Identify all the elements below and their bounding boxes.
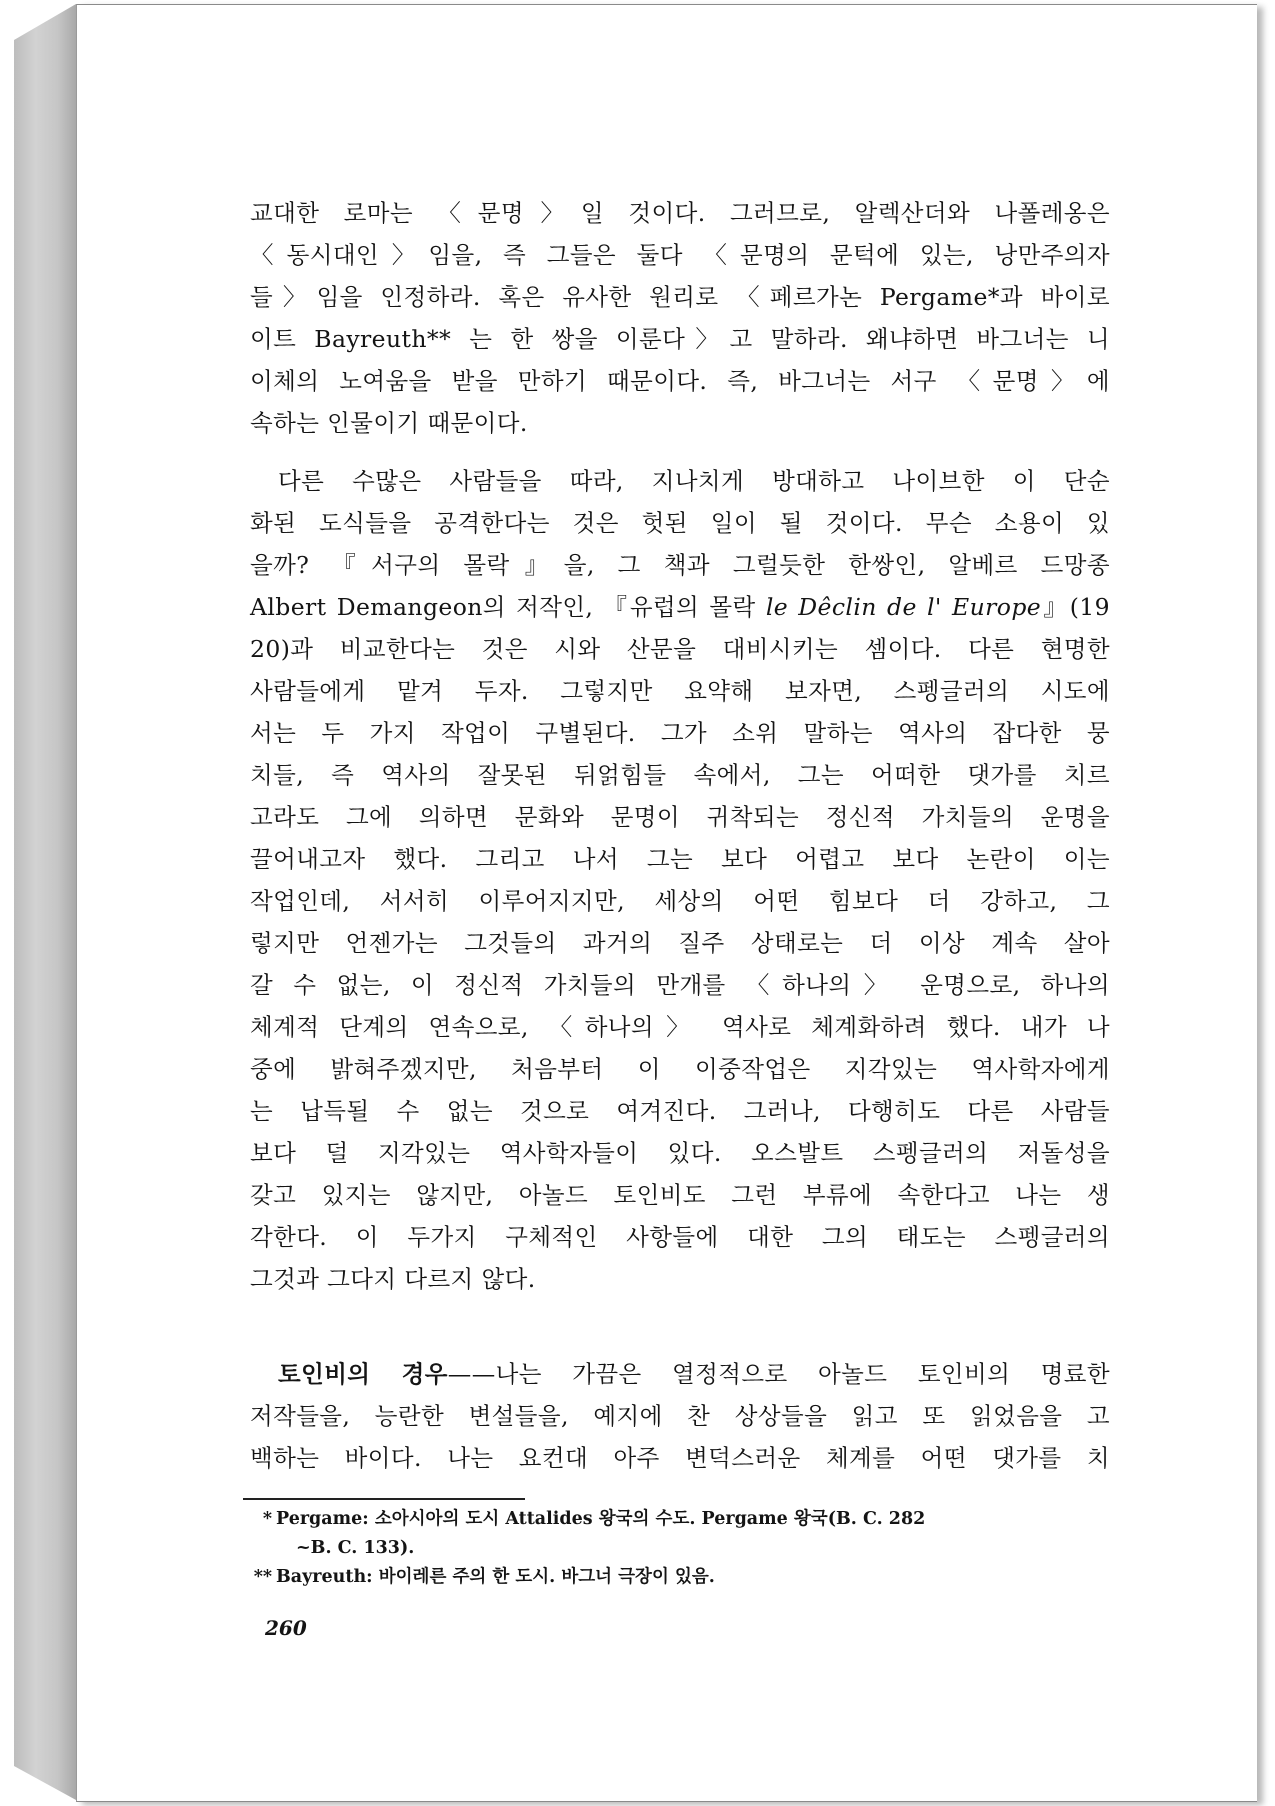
section-first-line — [250, 1353, 1110, 1395]
text-line: 을까? 『서구의 몰락』을, 그 책과 그럴듯한 한쌍인, 알베르 드망종 — [250, 551, 1110, 579]
text-line: 20)과 비교한다는 것은 시와 산문을 대비시키는 셈이다. 다른 현명한 — [250, 635, 1110, 663]
italic-book-title: le Dêclin de l' Europe — [765, 593, 1042, 621]
footnote-marker: * — [262, 1509, 272, 1529]
paragraph-1 — [250, 192, 1110, 444]
text-line: 중에 밝혀주겠지만, 처음부터 이 이중작업은 지각있는 역사학자에게 — [250, 1055, 1110, 1083]
footnote-text: Bayreuth: 바이레른 주의 한 도시. 바그너 극장이 있음. — [276, 1567, 715, 1587]
text-segment: 나는 가끔은 열정적으로 아놀드 토인비의 명료한 — [495, 1360, 1110, 1388]
footnote-1-continuation: ~B. C. 133). — [296, 1538, 415, 1558]
text-line: 체계적 단계의 연속으로, 〈하나의〉 역사로 체계화하려 했다. 내가 나 — [250, 1013, 1110, 1041]
page-number: 260 — [265, 1616, 307, 1640]
text-line: 속하는 인물이기 때문이다. — [250, 409, 528, 437]
text-line: 는 납득될 수 없는 것으로 여겨진다. 그러나, 다행히도 다른 사람들 — [250, 1097, 1110, 1125]
text-line: 교대한 로마는 〈문명〉일 것이다. 그러므로, 알렉산더와 나폴레옹은 — [250, 199, 1110, 227]
text-line: 이체의 노여움을 받을 만하기 때문이다. 즉, 바그너는 서구 〈문명〉에 — [250, 367, 1110, 395]
text-line: 백하는 바이다. 나는 요컨대 아주 변덕스러운 체계를 어떤 댓가를 치 — [250, 1444, 1110, 1472]
footnote-1 — [262, 1505, 1096, 1534]
text-line: 들〉임을 인정하라. 혹은 유사한 원리로 〈페르가논 Pergame*과 바이로 — [250, 283, 1110, 311]
text-line: 다른 수많은 사람들을 따라, 지나치게 방대하고 나이브한 이 단순 — [278, 467, 1110, 495]
footnote-2 — [253, 1563, 1096, 1592]
text-line: 저작들을, 능란한 변설들을, 예지에 찬 상상들을 읽고 또 읽었음을 고 — [250, 1402, 1110, 1430]
paragraph-2 — [250, 460, 1110, 1300]
text-line: 갖고 있지는 않지만, 아놀드 토인비도 그런 부류에 속한다고 나는 생 — [250, 1181, 1110, 1209]
footnotes — [253, 1505, 1096, 1592]
text-line: 〈동시대인〉임을, 즉 그들은 둘다 〈문명의 문턱에 있는, 낭만주의자 — [250, 241, 1110, 269]
text-line: 끌어내고자 했다. 그리고 나서 그는 보다 어렵고 보다 논란이 이는 — [250, 845, 1110, 873]
text-segment: Albert Demangeon의 저작인, 『유럽의 몰락 — [250, 593, 766, 621]
section-toynbee — [250, 1353, 1110, 1479]
text-line: 작업인데, 서서히 이루어지지만, 세상의 어떤 힘보다 더 강하고, 그 — [250, 887, 1110, 915]
footnote-marker: ** — [253, 1567, 272, 1587]
book-spine — [14, 4, 76, 1800]
text-line: 그것과 그다지 다르지 않다. — [250, 1265, 536, 1293]
text-line: 서는 두 가지 작업이 구별된다. 그가 소위 말하는 역사의 잡다한 뭉 — [250, 719, 1110, 747]
footnote-text: Pergame: 소아시아의 도시 Attalides 왕국의 수도. Pergame 왕국(B. C. 282 — [276, 1509, 926, 1529]
section-heading: 토인비의 경우 — [278, 1360, 448, 1388]
text-line: 렇지만 언젠가는 그것들의 과거의 질주 상태로는 더 이상 계속 살아 — [250, 929, 1110, 957]
text-line-with-italic-title — [250, 586, 1110, 628]
text-line: 보다 덜 지각있는 역사학자들이 있다. 오스발트 스펭글러의 저돌성을 — [250, 1139, 1110, 1167]
text-segment: 』(19 — [1041, 593, 1111, 621]
text-line: 화된 도식들을 공격한다는 것은 헛된 일이 될 것이다. 무슨 소용이 있 — [250, 509, 1110, 537]
text-line: 각한다. 이 두가지 구체적인 사항들에 대한 그의 태도는 스펭글러의 — [250, 1223, 1110, 1251]
em-dash: —— — [447, 1360, 496, 1388]
text-line: 이트 Bayreuth** 는 한 쌍을 이룬다〉고 말하라. 왜냐하면 바그너는 니 — [250, 325, 1110, 353]
text-line: 고라도 그에 의하면 문화와 문명이 귀착되는 정신적 가치들의 운명을 — [250, 803, 1110, 831]
text-line: 갈 수 없는, 이 정신적 가치들의 만개를 〈하나의〉 운명으로, 하나의 — [250, 971, 1110, 999]
text-line: 사람들에게 맡겨 두자. 그렇지만 요약해 보자면, 스펭글러의 시도에 — [250, 677, 1110, 705]
text-line: 치들, 즉 역사의 잘못된 뒤얽힘들 속에서, 그는 어떠한 댓가를 치르 — [250, 761, 1110, 789]
footnote-divider — [243, 1498, 525, 1500]
